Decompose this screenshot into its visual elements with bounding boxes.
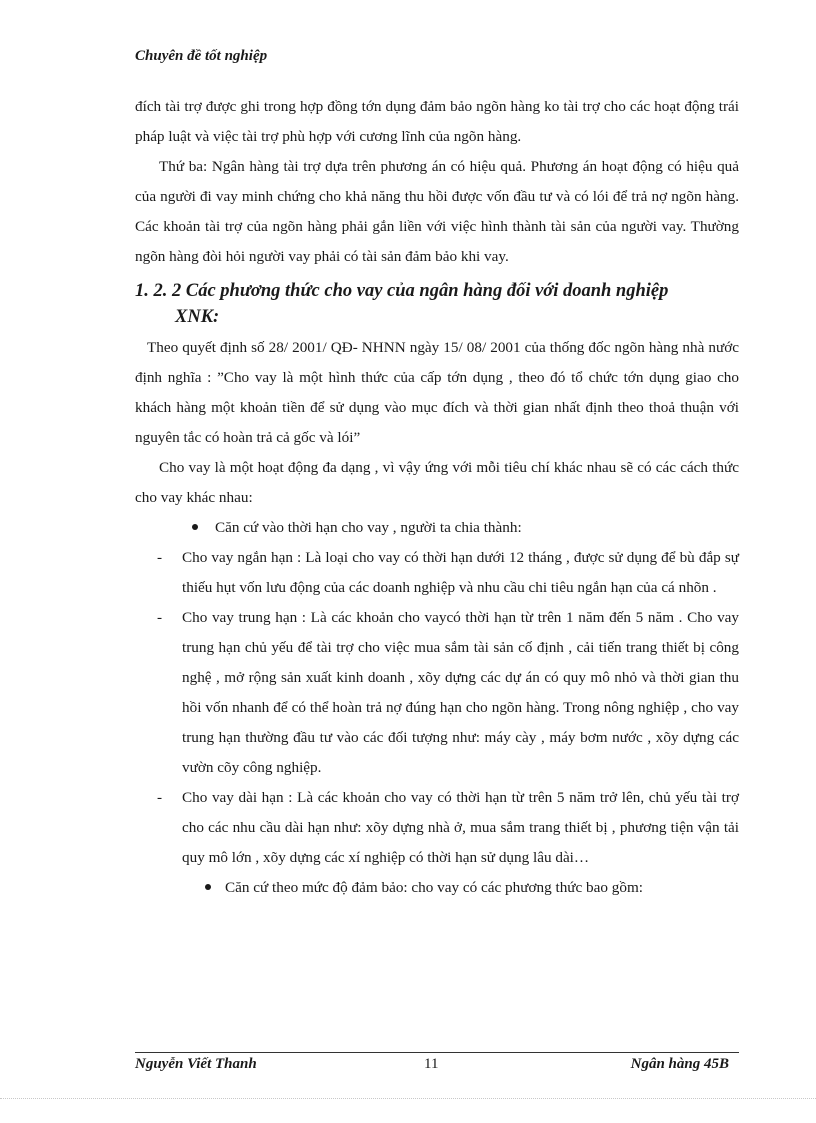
- dash-item-text: Cho vay dài hạn : Là các khoản cho vay có thời hạn từ trên 5 năm trở lên, chủ yếu tài trợ cho các nhu cầu dài hạn như: xõy dựng nhà ở, mua sắm trang thiết bị , phương tiện vận tải quy mô lớn , xõy dựng các xí nghiệp có thời hạn sử dụng lâu dài…: [182, 789, 739, 866]
- bullet-dot-icon: [192, 524, 198, 530]
- bullet-text: Căn cứ vào thời hạn cho vay , người ta chia thành:: [215, 519, 522, 536]
- footer-page-number: 11: [424, 1056, 439, 1072]
- section-heading: [135, 278, 739, 330]
- footer-divider: [135, 1052, 739, 1053]
- dash-list-item: [135, 603, 739, 783]
- footer-author: Nguyễn Viết Thanh: [135, 1056, 257, 1072]
- dash-list-item: [135, 783, 739, 873]
- paragraph: đích tài trợ được ghi trong hợp đồng tớn dụng đảm bảo ngõn hàng ko tài trợ cho các hoạt động trái pháp luật và việc tài trợ phù hợp với cương lĩnh của ngõn hàng.: [135, 98, 739, 145]
- section-heading-line1: 1. 2. 2 Các phương thức cho vay của ngân hàng đối với doanh nghiệp: [135, 281, 669, 301]
- dash-marker: -: [157, 789, 163, 806]
- section-heading-line2: XNK:: [175, 307, 220, 327]
- paragraph: Thứ ba: Ngân hàng tài trợ dựa trên phương án có hiệu quả. Phương án hoạt động có hiệu quả của người đi vay minh chứng cho khả năng thu hồi được vốn đầu tư và có lói để trả nợ ngõn hàng. Các khoản tài trợ của ngõn hàng phải gắn liền với việc hình thành tài sản của người vay. Thường ngõn hàng đòi hỏi người vay phải có tài sản đảm bảo khi vay.: [135, 158, 739, 265]
- page-header-title: Chuyên đề tốt nghiệp: [135, 48, 268, 64]
- dash-list-item: [135, 543, 739, 603]
- footer-class-name: Ngân hàng 45B: [630, 1056, 729, 1072]
- paragraph: Cho vay là một hoạt động đa dạng , vì vậy ứng với mỗi tiêu chí khác nhau sẽ có các cách thức cho vay khác nhau:: [135, 459, 739, 506]
- dash-marker: -: [157, 609, 163, 626]
- bullet-item: [135, 513, 739, 543]
- bullet-dot-icon: [205, 884, 211, 890]
- dash-item-text: Cho vay trung hạn : Là các khoản cho vaycó thời hạn từ trên 1 năm đến 5 năm . Cho vay trung hạn chủ yếu để tài trợ cho việc mua sắm tài sản cố định , cải tiến trang thiết bị công nghệ , mở rộng sản xuất kinh doanh , xõy dựng các dự án có quy mô nhỏ và thời gian thu hồi vốn nhanh để có thể hoàn trả nợ đúng hạn cho ngõn hàng. Trong nông nghiệp , cho vay trung hạn thường đầu tư vào các đối tượng như: máy cày , máy bơm nước , xõy dựng các vườn cõy công nghiệp.: [182, 609, 739, 776]
- document-body: [135, 92, 739, 903]
- bullet-text: Căn cứ theo mức độ đảm bảo: cho vay có các phương thức bao gồm:: [225, 879, 643, 896]
- page-break-line: [0, 1098, 816, 1099]
- dash-item-text: Cho vay ngắn hạn : Là loại cho vay có thời hạn dưới 12 tháng , được sử dụng để bù đắp sự thiếu hụt vốn lưu động của các doanh nghiệp và nhu cầu chi tiêu ngắn hạn của cá nhõn .: [182, 549, 739, 596]
- bullet-item: [135, 873, 739, 903]
- paragraph: Theo quyết định số 28/ 2001/ QĐ- NHNN ngày 15/ 08/ 2001 của thống đốc ngõn hàng nhà nước định nghĩa : ”Cho vay là một hình thức của cấp tớn dụng , theo đó tổ chức tớn dụng giao cho khách hàng một khoản tiền để sử dụng vào mục đích và thời gian nhất định theo thoả thuận với nguyên tắc có hoàn trả cả gốc và lói”: [135, 339, 739, 446]
- dash-marker: -: [157, 549, 163, 566]
